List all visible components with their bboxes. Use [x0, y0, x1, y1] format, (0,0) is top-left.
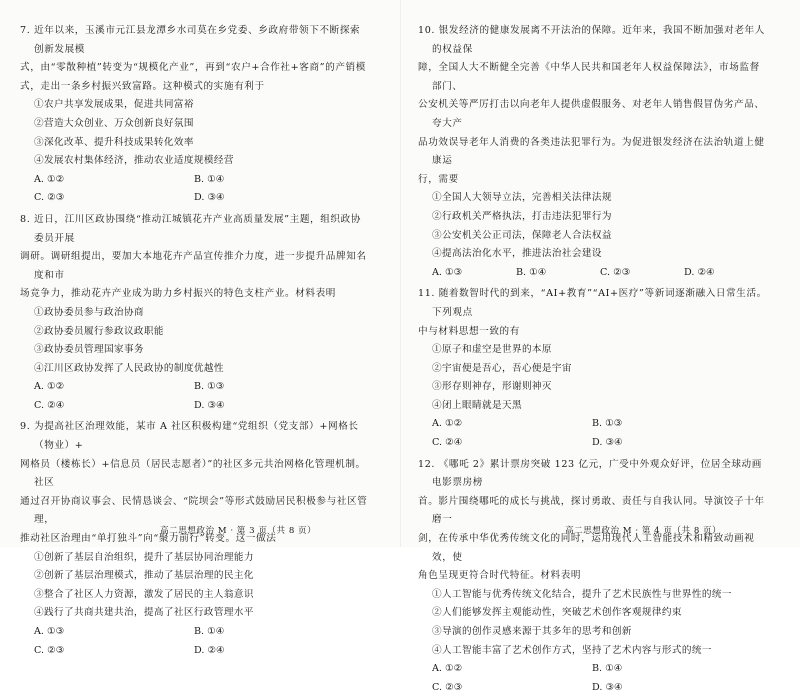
option-4: ④江川区政协发挥了人民政协的制度优越性 — [34, 362, 224, 374]
choice-d: D. ③④ — [194, 399, 225, 411]
choice-a: A. ①③ — [34, 626, 65, 637]
choice-a: A. ①② — [432, 663, 463, 675]
choice-d: D. ②④ — [684, 266, 715, 278]
option-1: ①政协委员参与政治协商 — [34, 306, 144, 318]
answer-choices — [418, 679, 768, 697]
choice-d: D. ③④ — [194, 192, 225, 204]
page-divider — [400, 0, 401, 547]
option-1: ①原子和虚空是世界的本原 — [432, 344, 552, 356]
choice-b: B. ①④ — [194, 626, 225, 637]
answer-choices — [418, 660, 768, 679]
option-4: ④人工智能丰富了艺术创作方式，坚持了艺术内容与形式的统一 — [432, 644, 712, 656]
page-footer-left: 高二思想政治 M · 第 3 页（共 8 页） — [160, 526, 317, 536]
choice-c: C. ②④ — [432, 437, 463, 449]
option-2: ②人们能够发挥主观能动性，突破艺术创作客观规律约束 — [432, 607, 682, 619]
page-footer-right: 高二思想政治 M · 第 4 页（共 8 页） — [565, 526, 722, 536]
question-stem: 12. 《哪吒 2》累计票房突破 123 亿元，广受中外观众好评，位居全球动画电影票房榜 首。影片围绕哪吒的成长与挑战，探讨勇敢、责任与自我认同。导演饺子十年磨一 剑，在传承中华优秀传统文化的同时，运用现代人工智能技术和精致动画视效，使 角色呈现更符合时代特征。材料表明 — [418, 458, 765, 582]
question-stem: 11. 随着数智时代的到来，“AI+教育”“AI+医疗”等新词逐渐融入日常生活。下列观点 中与材料思想一致的有 — [418, 288, 767, 337]
answer-choices — [20, 189, 370, 208]
choice-b: B. ①③ — [194, 381, 225, 393]
option-2: ②创新了基层治理模式，推动了基层治理的民主化 — [34, 570, 254, 582]
right-page — [418, 22, 768, 697]
question-stem: 8. 近日，江川区政协围绕“推动江城镇花卉产业高质量发展”主题，组织政协委员开展 调研。调研组提出，要加大本地花卉产品宣传推介力度，进一步提升品牌知名度和市 场竞争力，推动花卉产业成为助力乡村振兴的特色支柱产业。材料表明 — [20, 213, 367, 300]
option-3: ③整合了社区人力资源，激发了居民的主人翁意识 — [34, 588, 254, 600]
option-1: ①全国人大领导立法，完善相关法律法规 — [432, 192, 612, 204]
choice-d: D. ③④ — [592, 437, 623, 449]
question-8 — [20, 211, 370, 416]
option-4: ④提高法治化水平，推进法治社会建设 — [432, 248, 602, 260]
question-12 — [418, 456, 768, 697]
option-3: ③导演的创作灵感来源于其多年的思考和创新 — [432, 626, 632, 637]
choice-b: B. ①④ — [516, 266, 547, 278]
option-3: ③深化改革、提升科技成果转化效率 — [34, 136, 194, 148]
choice-c: C. ②④ — [34, 399, 65, 411]
question-stem: 7. 近年以来，玉溪市元江县龙潭乡水司莫在乡党委、乡政府带领下不断探索创新发展模 式，由“零散种植”转变为“规模化产业”，再到“农户+合作社+客商”的产销模 式，走出一条乡村振兴致富路。这种模式的实施有利于 — [20, 25, 366, 92]
answer-choices — [418, 415, 768, 434]
question-10 — [418, 22, 768, 282]
option-1: ①创新了基层自治组织，提升了基层协同治理能力 — [34, 551, 254, 563]
answer-choices — [418, 434, 768, 453]
choice-d: D. ②④ — [194, 644, 225, 656]
answer-choices — [20, 397, 370, 416]
question-9 — [20, 418, 370, 660]
choice-c: C. ②③ — [600, 266, 631, 278]
option-2: ②宇宙便是吾心，吾心便是宇宙 — [432, 362, 572, 374]
option-1: ①人工智能与优秀传统文化结合，提升了艺术民族性与世界性的统一 — [432, 588, 732, 600]
choice-b: B. ①④ — [194, 173, 225, 185]
option-4: ④闭上眼睛就是天黑 — [432, 399, 522, 411]
option-2: ②营造大众创业、万众创新良好氛围 — [34, 117, 194, 129]
answer-choices — [20, 171, 370, 190]
answer-choices — [20, 623, 370, 642]
choice-a: A. ①② — [34, 381, 65, 393]
choice-c: C. ②③ — [34, 644, 65, 656]
question-stem: 9. 为提高社区治理效能，某市 A 社区积极构建“党组织（党支部）+网格长（物业）+ 网格员（楼栋长）+信息员（居民志愿者）”的社区多元共治网格化管理机制。社区 通过召开协商议事会、民情恳谈会、“院坝会”等形式鼓励居民积极参与社区管理， 推动社区治理由“单打独斗”向“聚力前行”转变。这一做法 — [20, 421, 368, 545]
choice-c: C. ②③ — [432, 681, 463, 693]
choice-a: A. ①② — [432, 418, 463, 430]
choice-b: B. ①④ — [592, 663, 623, 675]
question-11 — [418, 285, 768, 452]
left-page — [20, 22, 370, 660]
choice-c: C. ②③ — [34, 192, 65, 204]
answer-choices — [20, 642, 370, 661]
choice-a: A. ①③ — [432, 266, 463, 278]
question-7 — [20, 22, 370, 208]
option-1: ①农户共享发展成果，促进共同富裕 — [34, 99, 194, 111]
option-3: ③形存则神存，形谢则神灭 — [432, 381, 552, 393]
option-3: ③公安机关公正司法，保障老人合法权益 — [432, 229, 612, 241]
choice-d: D. ③④ — [592, 681, 623, 693]
choice-a: A. ①② — [34, 173, 65, 185]
choice-b: B. ①③ — [592, 418, 623, 430]
option-4: ④践行了共商共建共治，提高了社区行政管理水平 — [34, 607, 254, 619]
option-2: ②行政机关严格执法，打击违法犯罪行为 — [432, 210, 612, 222]
answer-choices — [418, 264, 768, 283]
option-3: ③政协委员管理国家事务 — [34, 344, 144, 356]
option-2: ②政协委员履行参政议政职能 — [34, 325, 164, 337]
option-4: ④发展农村集体经济，推动农业适度规模经营 — [34, 155, 234, 167]
question-stem: 10. 银发经济的健康发展离不开法治的保障。近年来，我国不断加强对老年人的权益保 障，全国人大不断健全完善《中华人民共和国老年人权益保障法》，市场监督部门、 公安机关等严厉打击以向老年人提供虚假服务、对老年人销售假冒伪劣产品、夸大产 品功效误导老年人消费的各类违法犯罪行为。为促进银发经济在法治轨道上健康运 行，需要 — [418, 25, 765, 185]
answer-choices — [20, 378, 370, 397]
